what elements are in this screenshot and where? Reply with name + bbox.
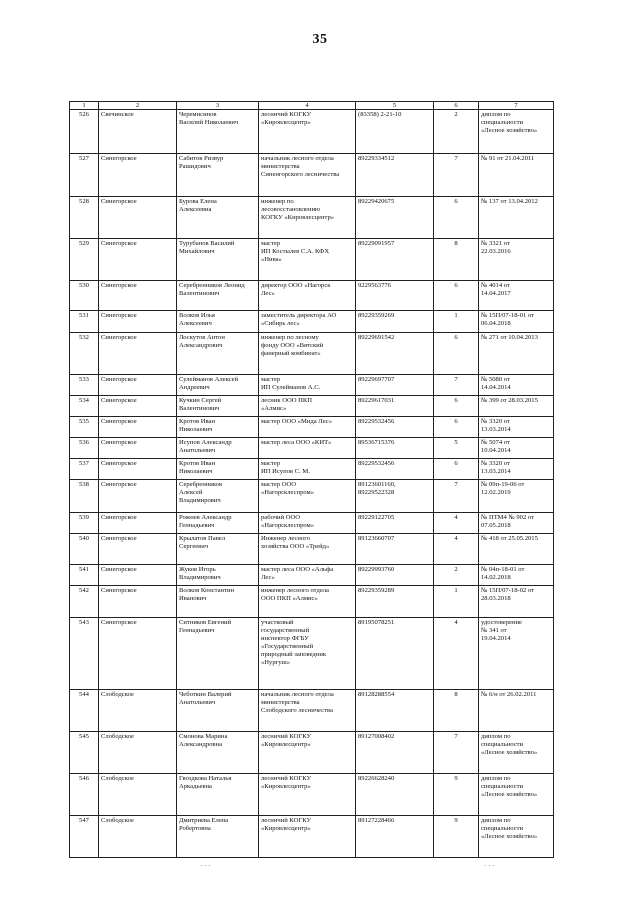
scan-mark: · · · <box>484 862 495 870</box>
phone-number-cell: 89195078251 <box>356 618 434 690</box>
person-name-cell: Дмитриева Елена Робертовна <box>177 816 259 858</box>
forestry-name-cell: Синегорское <box>99 513 177 534</box>
experience-years-cell: 7 <box>434 732 479 774</box>
phone-number-cell: 89229532456 <box>356 417 434 438</box>
certificate-cell: № 6/н от 26.02.2011 <box>479 690 554 732</box>
registry-table <box>69 101 554 858</box>
forestry-name-cell: Слободское <box>99 690 177 732</box>
row-number-cell: 541 <box>70 565 99 586</box>
certificate-cell: № 4014 от 14.04.2017 <box>479 281 554 311</box>
job-position-cell: лесничий КОГКУ «Кировлесцентр» <box>259 816 356 858</box>
certificate-cell: № 15П/07-18-01 от 06.04.2018 <box>479 311 554 333</box>
row-number-cell: 536 <box>70 438 99 459</box>
phone-number-cell: (83358) 2-21-10 <box>356 110 434 154</box>
person-name-cell: Гвоздкова Наталья Аркадьевна <box>177 774 259 816</box>
experience-years-cell: 8 <box>434 690 479 732</box>
table-row <box>70 417 554 438</box>
forestry-name-cell: Синегорское <box>99 333 177 375</box>
certificate-cell: № 09п-19-06 от 12.02.2019 <box>479 480 554 513</box>
row-number-cell: 543 <box>70 618 99 690</box>
table-row <box>70 197 554 239</box>
column-header: 5 <box>356 102 434 110</box>
phone-number-cell: 89536715376 <box>356 438 434 459</box>
experience-years-cell: 7 <box>434 154 479 197</box>
phone-number-cell: 89229420675 <box>356 197 434 239</box>
experience-years-cell: 1 <box>434 586 479 618</box>
forestry-name-cell: Слободское <box>99 732 177 774</box>
table-row <box>70 281 554 311</box>
certificate-cell: № 5080 от 14.04.2014 <box>479 375 554 396</box>
table-row <box>70 333 554 375</box>
certificate-cell: № 3320 от 13.03.2014 <box>479 459 554 480</box>
table-row <box>70 239 554 281</box>
phone-number-cell: 9229563776 <box>356 281 434 311</box>
phone-number-cell: 89226628240 <box>356 774 434 816</box>
experience-years-cell: 6 <box>434 333 479 375</box>
forestry-name-cell: Синегорское <box>99 438 177 459</box>
forestry-name-cell: Слободское <box>99 774 177 816</box>
phone-number-cell: 89229359269 <box>356 311 434 333</box>
job-position-cell: мастер ИП Сулейманов А.С. <box>259 375 356 396</box>
experience-years-cell: 6 <box>434 197 479 239</box>
row-number-cell: 531 <box>70 311 99 333</box>
table-row <box>70 459 554 480</box>
table-row <box>70 311 554 333</box>
row-number-cell: 537 <box>70 459 99 480</box>
person-name-cell: Рожнев Александр Геннадьевич <box>177 513 259 534</box>
certificate-cell: № 5074 от 10.04.2014 <box>479 438 554 459</box>
person-name-cell: Жуков Игорь Владимирович <box>177 565 259 586</box>
person-name-cell: Кротов Иван Николаевич <box>177 417 259 438</box>
column-number-row <box>70 102 554 110</box>
row-number-cell: 546 <box>70 774 99 816</box>
forestry-name-cell: Синегорское <box>99 239 177 281</box>
experience-years-cell: 4 <box>434 513 479 534</box>
person-name-cell: Лоскутов Антон Александрович <box>177 333 259 375</box>
person-name-cell: Кучкин Сергей Валентинович <box>177 396 259 417</box>
job-position-cell: мастер ИП Исупов С. М. <box>259 459 356 480</box>
table-row <box>70 534 554 565</box>
forestry-name-cell: Синегорское <box>99 281 177 311</box>
job-position-cell: участковый государственный инспектор ФГБУ «Государственный природный заповедник «Нургуш» <box>259 618 356 690</box>
forestry-name-cell: Синегорское <box>99 197 177 239</box>
forestry-name-cell: Синегорское <box>99 311 177 333</box>
certificate-cell: удостоверение № 341 от 19.04.2014 <box>479 618 554 690</box>
phone-number-cell: 89229617031 <box>356 396 434 417</box>
forestry-name-cell: Синегорское <box>99 396 177 417</box>
row-number-cell: 527 <box>70 154 99 197</box>
forestry-name-cell: Синегорское <box>99 375 177 396</box>
person-name-cell: Смонова Марина Александровна <box>177 732 259 774</box>
phone-number-cell: 89229334512 <box>356 154 434 197</box>
certificate-cell: № 15П/07-18-02 от 28.03.2018 <box>479 586 554 618</box>
person-name-cell: Черемисинов Василий Николаевич <box>177 110 259 154</box>
experience-years-cell: 7 <box>434 480 479 513</box>
table-row <box>70 154 554 197</box>
table-row <box>70 586 554 618</box>
row-number-cell: 534 <box>70 396 99 417</box>
experience-years-cell: 9 <box>434 816 479 858</box>
experience-years-cell: 6 <box>434 281 479 311</box>
column-header: 3 <box>177 102 259 110</box>
row-number-cell: 535 <box>70 417 99 438</box>
table-row <box>70 396 554 417</box>
table-row <box>70 732 554 774</box>
phone-number-cell: 89128288554 <box>356 690 434 732</box>
person-name-cell: Сулейманов Алексей Андреевич <box>177 375 259 396</box>
row-number-cell: 542 <box>70 586 99 618</box>
job-position-cell: Инженер лесного хозяйства ООО «Трейд» <box>259 534 356 565</box>
job-position-cell: директор ООО «Нагорск Лес» <box>259 281 356 311</box>
person-name-cell: Чеботкин Валерий Анатольевич <box>177 690 259 732</box>
job-position-cell: мастер ООО «Мида Лес» <box>259 417 356 438</box>
job-position-cell: мастер леса ООО «Альфа Лес» <box>259 565 356 586</box>
phone-number-cell: 89123601160, 89229522328 <box>356 480 434 513</box>
column-header: 4 <box>259 102 356 110</box>
row-number-cell: 545 <box>70 732 99 774</box>
phone-number-cell: 89229122705 <box>356 513 434 534</box>
job-position-cell: инженер по лесовосстановлению КОГКУ «Кировлесцентр» <box>259 197 356 239</box>
certificate-cell: № 418 от 25.05.2015 <box>479 534 554 565</box>
person-name-cell: Бурова Елена Алексеевна <box>177 197 259 239</box>
table-row <box>70 513 554 534</box>
experience-years-cell: 2 <box>434 110 479 154</box>
table-row <box>70 816 554 858</box>
certificate-cell: диплом по специальности «Лесное хозяйство» <box>479 816 554 858</box>
experience-years-cell: 5 <box>434 438 479 459</box>
forestry-name-cell: Синегорское <box>99 534 177 565</box>
forestry-name-cell: Синегорское <box>99 586 177 618</box>
experience-years-cell: 9 <box>434 774 479 816</box>
job-position-cell: инженер по лесному фонду ООО «Вятский фанерный комбинат» <box>259 333 356 375</box>
table-body <box>70 110 554 858</box>
person-name-cell: Серебренников Леонид Валентинович <box>177 281 259 311</box>
job-position-cell: начальник лесного отдела министерства Синенгорского лесничества <box>259 154 356 197</box>
table-row <box>70 375 554 396</box>
forestry-name-cell: Свечинское <box>99 110 177 154</box>
phone-number-cell: 89229697707 <box>356 375 434 396</box>
row-number-cell: 544 <box>70 690 99 732</box>
certificate-cell: № 3321 от 22.03.2016 <box>479 239 554 281</box>
person-name-cell: Ситников Евгений Геннадьевич <box>177 618 259 690</box>
experience-years-cell: 7 <box>434 375 479 396</box>
column-header: 1 <box>70 102 99 110</box>
job-position-cell: мастер леса ООО «КИТ» <box>259 438 356 459</box>
page-number: 35 <box>312 32 328 47</box>
phone-number-cell: 89229993760 <box>356 565 434 586</box>
experience-years-cell: 1 <box>434 311 479 333</box>
row-number-cell: 547 <box>70 816 99 858</box>
job-position-cell: лесник ООО ПКП «Алмис» <box>259 396 356 417</box>
certificate-cell: № ПТМ4 № 902 от 07.05.2018 <box>479 513 554 534</box>
table-row <box>70 690 554 732</box>
row-number-cell: 529 <box>70 239 99 281</box>
table-row <box>70 110 554 154</box>
table-row <box>70 480 554 513</box>
phone-number-cell: 89127228466 <box>356 816 434 858</box>
column-header: 2 <box>99 102 177 110</box>
phone-number-cell: 89127008402 <box>356 732 434 774</box>
table-row <box>70 438 554 459</box>
person-name-cell: Крылатов Павел Сергеевич <box>177 534 259 565</box>
row-number-cell: 532 <box>70 333 99 375</box>
row-number-cell: 539 <box>70 513 99 534</box>
forestry-name-cell: Синегорское <box>99 480 177 513</box>
person-name-cell: Сабитов Ризвур Рашидович <box>177 154 259 197</box>
row-number-cell: 526 <box>70 110 99 154</box>
person-name-cell: Волков Константин Иванович <box>177 586 259 618</box>
phone-number-cell: 89229691542 <box>356 333 434 375</box>
table-row <box>70 618 554 690</box>
experience-years-cell: 8 <box>434 239 479 281</box>
person-name-cell: Кротов Иван Николаевич <box>177 459 259 480</box>
job-position-cell: заместитель директора АО «Сибирь лес» <box>259 311 356 333</box>
job-position-cell: лесничий КОГКУ «Кировлесцентр» <box>259 110 356 154</box>
person-name-cell: Серебренников Алексей Владимирович <box>177 480 259 513</box>
phone-number-cell: 89229091957 <box>356 239 434 281</box>
job-position-cell: мастер ИП Костылев С.А. КФХ «Нива» <box>259 239 356 281</box>
experience-years-cell: 4 <box>434 618 479 690</box>
certificate-cell: № 04п-18-01 от 14.02.2018 <box>479 565 554 586</box>
person-name-cell: Турубанов Василий Михайлович <box>177 239 259 281</box>
forestry-name-cell: Синегорское <box>99 565 177 586</box>
table-row <box>70 565 554 586</box>
table-row <box>70 774 554 816</box>
certificate-cell: диплом по специальности «Лесное хозяйство» <box>479 732 554 774</box>
certificate-cell: диплом по специальности «Лесное хозяйство» <box>479 774 554 816</box>
experience-years-cell: 6 <box>434 417 479 438</box>
job-position-cell: инженер лесного отдела ООО ПКП «Алмис» <box>259 586 356 618</box>
job-position-cell: рабочий ООО «Нагорсклеспром» <box>259 513 356 534</box>
forestry-name-cell: Синегорское <box>99 417 177 438</box>
row-number-cell: 530 <box>70 281 99 311</box>
row-number-cell: 533 <box>70 375 99 396</box>
certificate-cell: № 399 от 28.03.2015 <box>479 396 554 417</box>
forestry-name-cell: Синегорское <box>99 618 177 690</box>
phone-number-cell: 89229532456 <box>356 459 434 480</box>
row-number-cell: 538 <box>70 480 99 513</box>
forestry-name-cell: Синегорское <box>99 154 177 197</box>
certificate-cell: № 3320 от 13.03.2014 <box>479 417 554 438</box>
experience-years-cell: 2 <box>434 565 479 586</box>
person-name-cell: Волков Илья Алексеевич <box>177 311 259 333</box>
experience-years-cell: 6 <box>434 396 479 417</box>
job-position-cell: лесничий КОГКУ «Кировлесцентр» <box>259 732 356 774</box>
job-position-cell: лесничий КОГКУ «Кировлесцентр» <box>259 774 356 816</box>
phone-number-cell: 89229359289 <box>356 586 434 618</box>
row-number-cell: 528 <box>70 197 99 239</box>
scan-mark: · · · <box>200 862 211 870</box>
job-position-cell: мастер ООО «Нагорсклеспром» <box>259 480 356 513</box>
experience-years-cell: 6 <box>434 459 479 480</box>
experience-years-cell: 4 <box>434 534 479 565</box>
person-name-cell: Исупов Александр Анатольевич <box>177 438 259 459</box>
certificate-cell: диплом по специальности «Лесное хозяйство» <box>479 110 554 154</box>
row-number-cell: 540 <box>70 534 99 565</box>
column-header: 7 <box>479 102 554 110</box>
certificate-cell: № 91 от 21.04.2011 <box>479 154 554 197</box>
forestry-name-cell: Синегорское <box>99 459 177 480</box>
job-position-cell: начальник лесного отдела министерства Слободского лесничества <box>259 690 356 732</box>
certificate-cell: № 137 от 13.04.2012 <box>479 197 554 239</box>
forestry-name-cell: Слободское <box>99 816 177 858</box>
phone-number-cell: 89123660707 <box>356 534 434 565</box>
column-header: 6 <box>434 102 479 110</box>
certificate-cell: № 271 от 10.04.2013 <box>479 333 554 375</box>
